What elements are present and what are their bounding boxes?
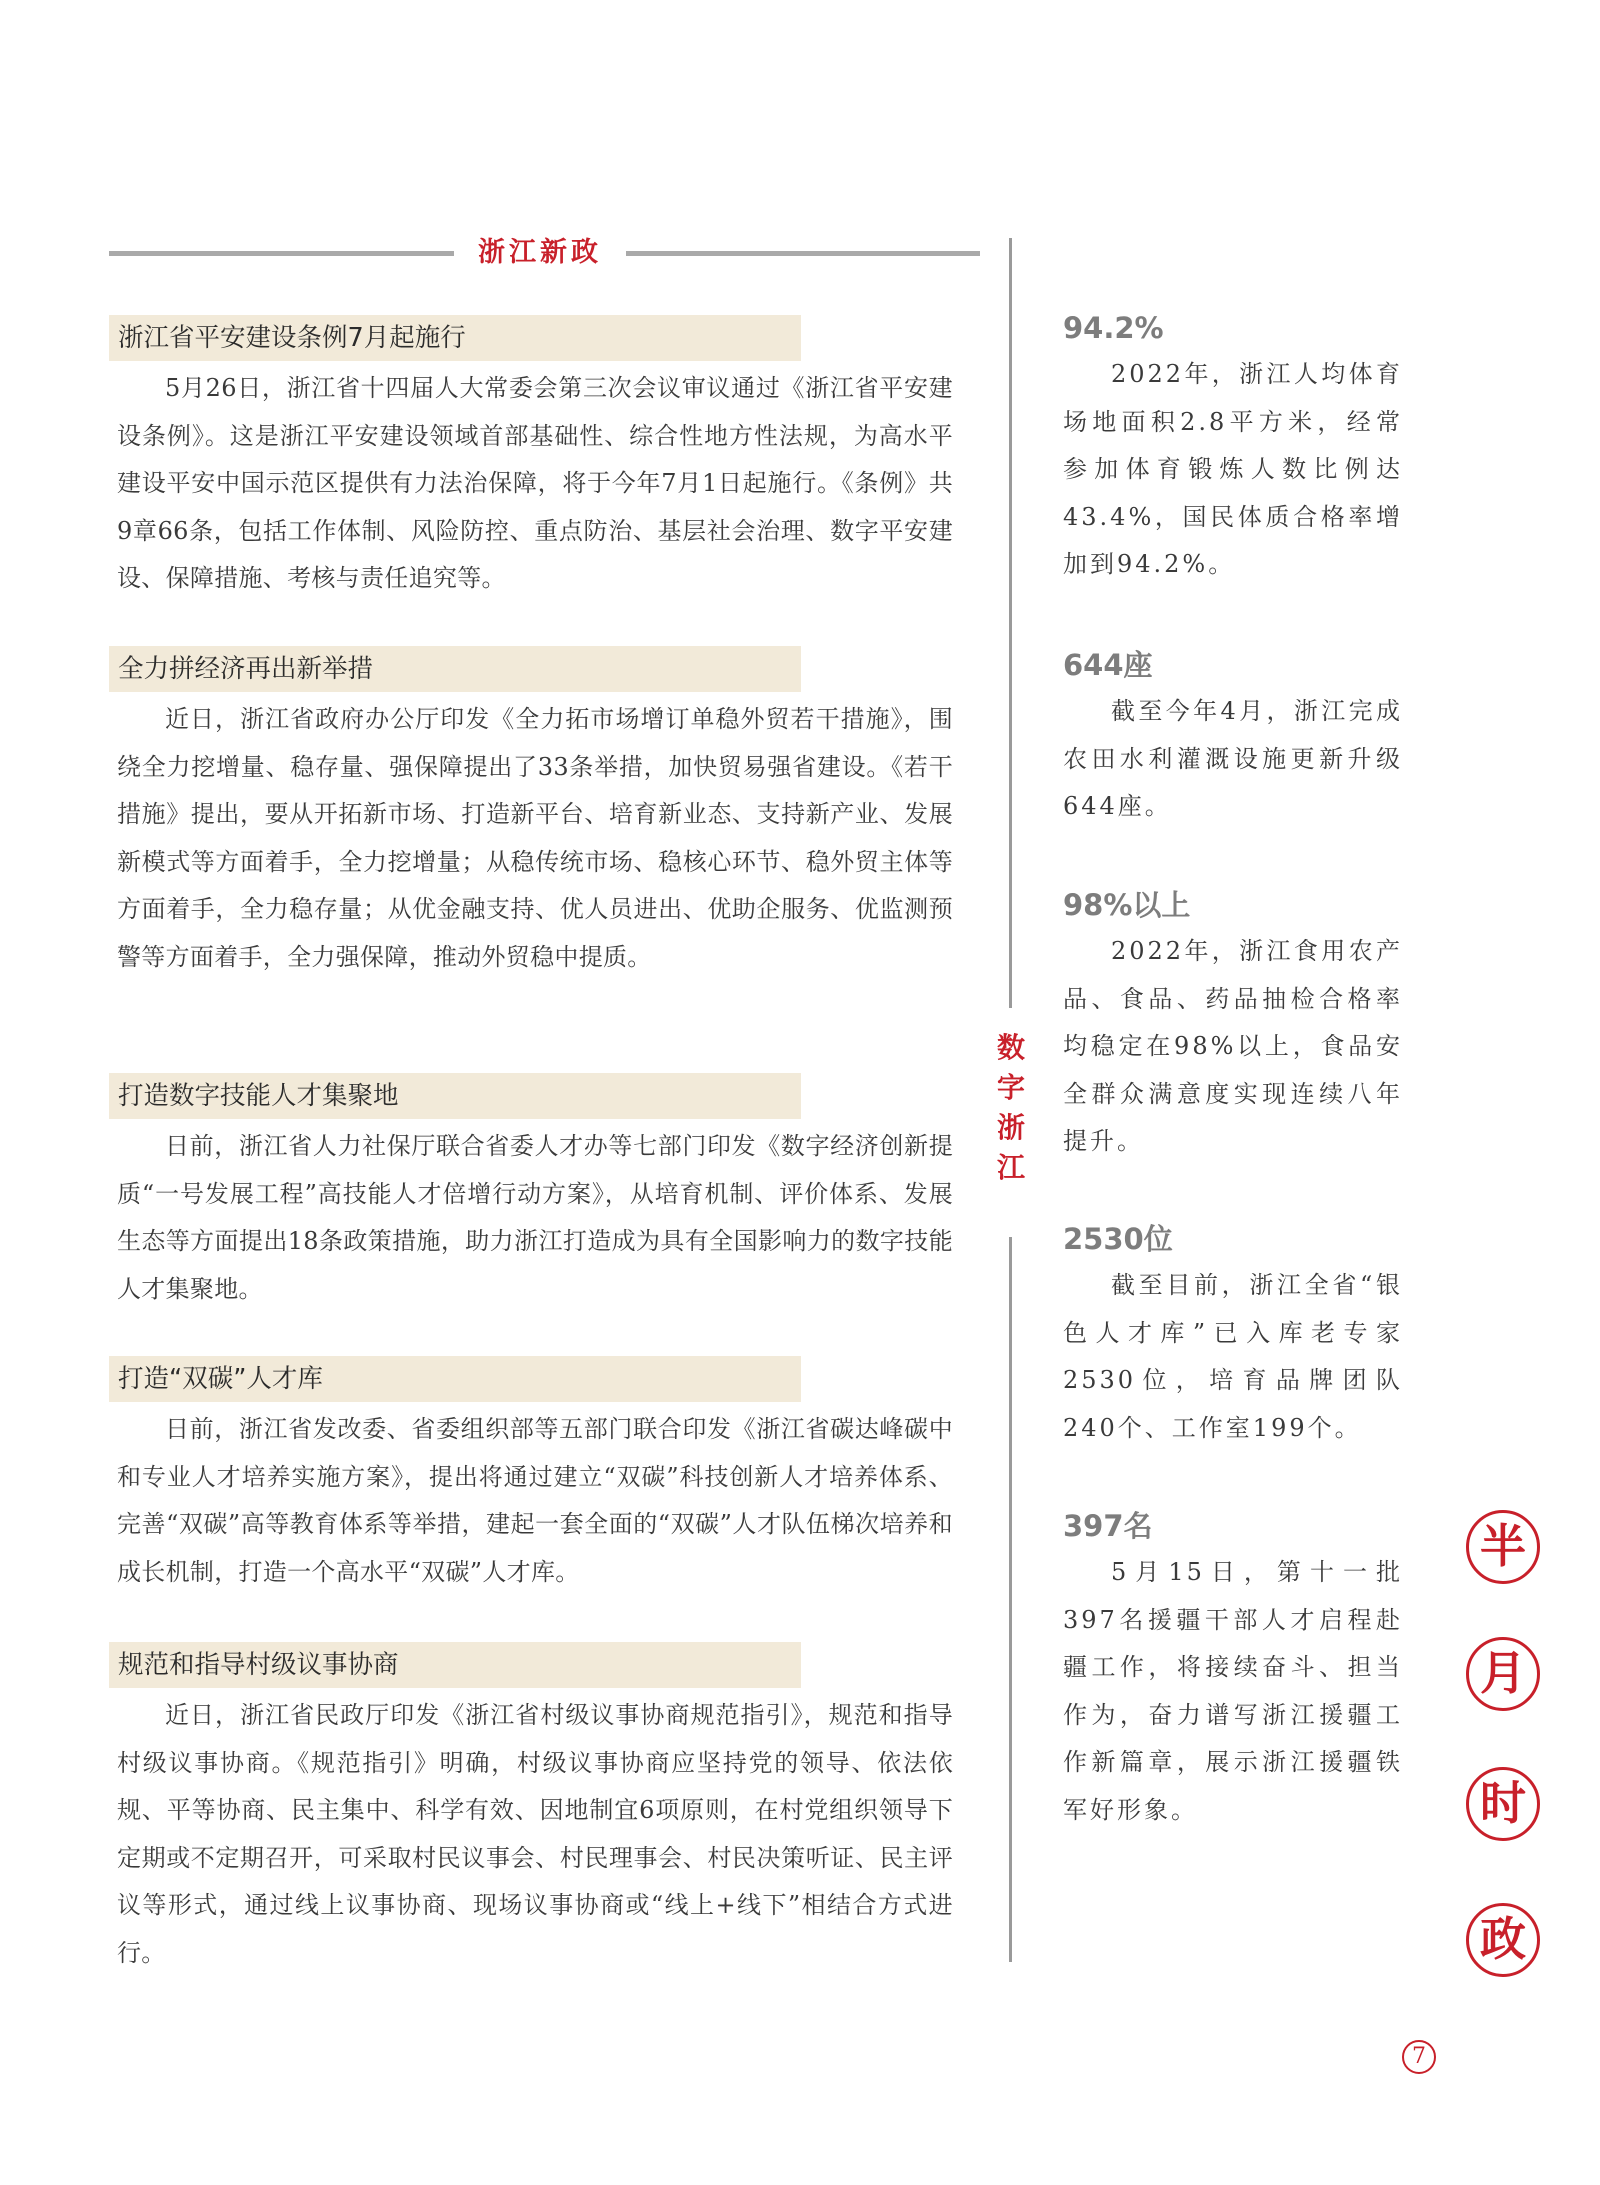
article-body: 日前，浙江省发改委、省委组织部等五部门联合印发《浙江省碳达峰碳中和专业人才培养实施方案》，提出将通过建立“双碳”科技创新人才培养体系、完善“双碳”高等教育体系等举措，建起一套全面的“双碳”人才队伍梯次培养和成长机制，打造一个高水平“双碳”人才库。	[117, 1415, 953, 1586]
seal-char: 半	[1466, 1510, 1540, 1584]
article-body: 近日，浙江省民政厅印发《浙江省村级议事协商规范指引》，规范和指导村级议事协商。《规范指引》明确，村级议事协商应坚持党的领导、依法依规、平等协商、民主集中、科学有效、因地制宜6项原则，在村党组织领导下定期或不定期召开，可采取村民议事会、村民理事会、村民决策听证、民主评议等形式，通过线上议事协商、现场议事协商或“线上+线下”相结合方式进行。	[117, 1701, 953, 1967]
stat-silver-talent	[1063, 1218, 1403, 1452]
stat-number: 644座	[1063, 648, 1153, 682]
stat-sports-fitness	[1063, 307, 1403, 589]
article-body: 5月26日，浙江省十四届人大常委会第三次会议审议通过《浙江省平安建设条例》。这是浙江平安建设领域首部基础性、综合性地方性法规，为高水平建设平安中国示范区提供有力法治保障，将于今年7月1日起施行。《条例》共9章66条，包括工作体制、风险防控、重点防治、基层社会治理、数字平安建设、保障措施、考核与责任追究等。	[117, 374, 953, 592]
article-carbon-talent	[109, 1356, 953, 1596]
article-title: 打造数字技能人才集聚地	[109, 1073, 801, 1119]
stat-irrigation	[1063, 644, 1403, 831]
section-title: 浙江新政	[478, 237, 602, 268]
article-village-consultation	[109, 1642, 953, 1977]
stat-number: 94.2%	[1063, 311, 1164, 345]
stat-xinjiang-aid	[1063, 1505, 1403, 1834]
side-label-char: 江	[996, 1151, 1025, 1184]
article-body: 日前，浙江省人力社保厅联合省委人才办等七部门印发《数字经济创新提质“一号发展工程”高技能人才倍增行动方案》，从培育机制、评价体系、发展生态等方面提出18条政策措施，助力浙江打造成为具有全国影响力的数字技能人才集聚地。	[117, 1132, 953, 1303]
article-digital-talent	[109, 1073, 953, 1313]
article-safety-regulation	[109, 315, 953, 603]
side-label-char: 数	[996, 1031, 1025, 1064]
header-rule-right	[626, 251, 980, 256]
seal-char: 时	[1466, 1767, 1540, 1841]
stat-description: 2022年，浙江人均体育场地面积2.8平方米，经常参加体育锻炼人数比例达43.4%，国民体质合格率增加到94.2%。	[1063, 360, 1403, 578]
stat-description: 截至目前，浙江全省“银色人才库”已入库老专家2530位，培育品牌团队240个、工作室199个。	[1063, 1271, 1403, 1442]
seal-char: 政	[1466, 1903, 1540, 1977]
column-divider-bottom	[1009, 1237, 1012, 1962]
column-divider-top	[1009, 238, 1012, 1008]
stat-food-safety	[1063, 884, 1403, 1166]
side-label-char: 浙	[996, 1111, 1025, 1144]
stat-number: 2530位	[1063, 1222, 1173, 1256]
side-label-char: 字	[996, 1071, 1025, 1104]
header-rule-left	[109, 251, 454, 256]
article-title: 全力拼经济再出新举措	[109, 646, 801, 692]
page-number: 7	[1402, 2040, 1436, 2074]
stat-number: 397名	[1063, 1509, 1153, 1543]
article-title: 浙江省平安建设条例7月起施行	[109, 315, 801, 361]
stat-number: 98%以上	[1063, 888, 1191, 922]
stat-description: 2022年，浙江食用农产品、食品、药品抽检合格率均稳定在98%以上，食品安全群众满意度实现连续八年提升。	[1063, 937, 1403, 1155]
article-title: 打造“双碳”人才库	[109, 1356, 801, 1402]
article-body: 近日，浙江省政府办公厅印发《全力拓市场增订单稳外贸若干措施》，围绕全力挖增量、稳存量、强保障提出了33条举措，加快贸易强省建设。《若干措施》提出，要从开拓新市场、打造新平台、培育新业态、支持新产业、发展新模式等方面着手，全力挖增量；从稳传统市场、稳核心环节、稳外贸主体等方面着手，全力稳存量；从优金融支持、优人员进出、优助企服务、优监测预警等方面着手，全力强保障，推动外贸稳中提质。	[117, 705, 953, 971]
stat-description: 5月15日，第十一批397名援疆干部人才启程赴疆工作，将接续奋斗、担当作为，奋力谱写浙江援疆工作新篇章，展示浙江援疆铁军好形象。	[1063, 1558, 1403, 1824]
stat-description: 截至今年4月，浙江完成农田水利灌溉设施更新升级644座。	[1063, 697, 1403, 820]
article-economy-measures	[109, 646, 953, 981]
seal-char: 月	[1466, 1637, 1540, 1711]
article-title: 规范和指导村级议事协商	[109, 1642, 801, 1688]
side-label	[989, 1028, 1033, 1188]
